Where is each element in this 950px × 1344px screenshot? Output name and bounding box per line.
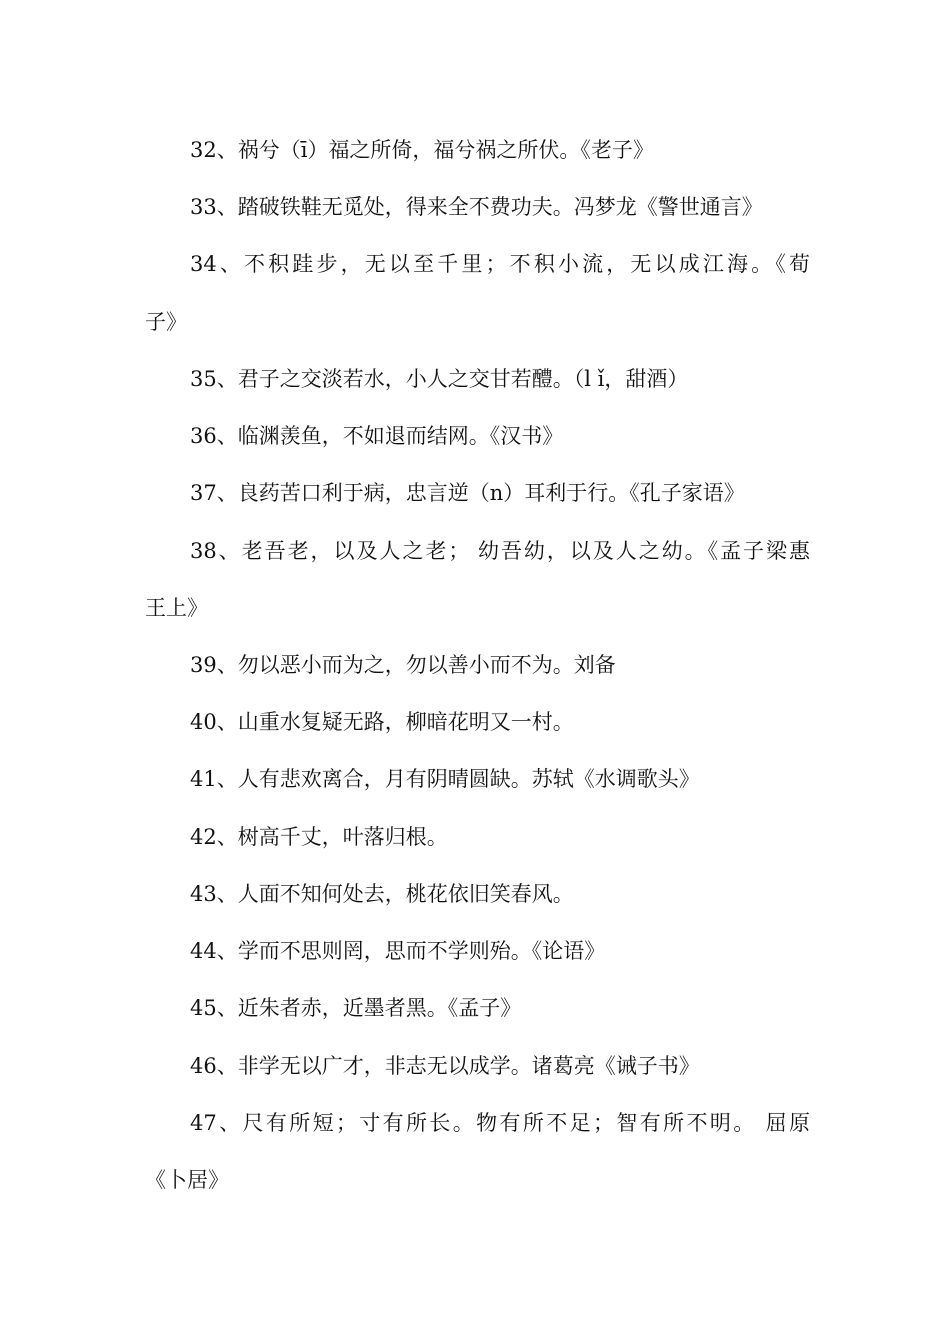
quote-33: 33、踏破铁鞋无觅处，得来全不费功夫。冯梦龙《警世通言》 bbox=[190, 195, 763, 219]
quote-40: 40、山重水复疑无路，柳暗花明又一村。 bbox=[190, 710, 574, 734]
quote-36: 36、临渊羡鱼，不如退而结网。《汉书》 bbox=[190, 424, 564, 448]
quote-39: 39、勿以恶小而为之，勿以善小而不为。刘备 bbox=[190, 653, 616, 677]
quote-42: 42、树高千丈，叶落归根。 bbox=[190, 825, 448, 849]
quote-43: 43、人面不知何处去，桃花依旧笑春风。 bbox=[190, 882, 574, 906]
quote-32: 32、祸兮（ī）福之所倚，福兮祸之所伏。《老子》 bbox=[190, 138, 654, 162]
quote-37: 37、良药苦口利于病，忠言逆（n）耳利于行。《孔子家语》 bbox=[190, 481, 745, 505]
quote-47: 47、尺有所短；寸有所长。物有所不足；智有所不明。 屈原 bbox=[190, 1111, 810, 1135]
quote-47-continued: 《卜居》 bbox=[145, 1168, 229, 1192]
quote-34-continued: 子》 bbox=[145, 310, 187, 334]
quote-44: 44、学而不思则罔，思而不学则殆。《论语》 bbox=[190, 939, 606, 963]
quote-34: 34、不积跬步，无以至千里；不积小流，无以成江海。《荀 bbox=[190, 252, 810, 276]
quote-41: 41、人有悲欢离合，月有阴晴圆缺。苏轼《水调歌头》 bbox=[190, 767, 700, 791]
quote-38-continued: 王上》 bbox=[145, 596, 208, 620]
quote-45: 45、近朱者赤，近墨者黑。《孟子》 bbox=[190, 996, 522, 1020]
quote-35: 35、君子之交淡若水，小人之交甘若醴。（l ǐ，甜酒） bbox=[190, 367, 689, 391]
quote-38: 38、老吾老，以及人之老； 幼吾幼，以及人之幼。《孟子梁惠 bbox=[190, 539, 810, 563]
quote-46: 46、非学无以广才，非志无以成学。诸葛亮《诫子书》 bbox=[190, 1054, 700, 1078]
